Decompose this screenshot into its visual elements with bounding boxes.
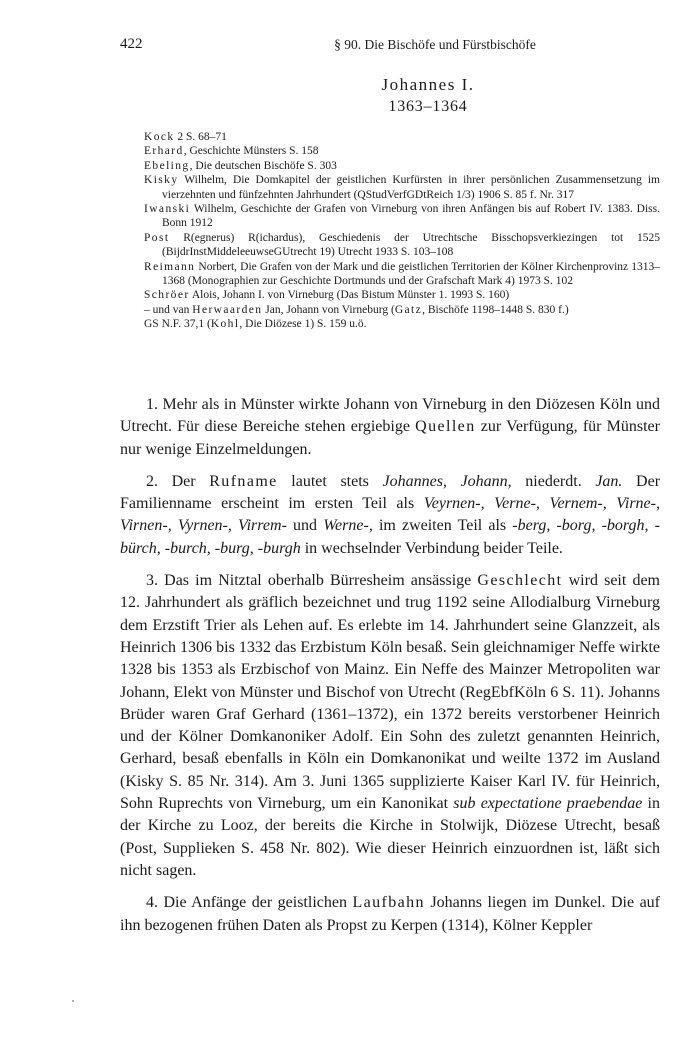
- bib-author: Ebeling: [144, 159, 190, 172]
- bib-author: Gatz: [394, 303, 423, 316]
- bib-lead: – und van: [144, 303, 193, 316]
- bib-text: , Die Diözese 1) S. 159 u.ö.: [239, 318, 367, 331]
- section-heading: [120, 74, 660, 118]
- bib-text: Alois, Johann I. von Virneburg (Das Bistum Münster 1. 1993 S. 160): [189, 289, 510, 302]
- text-run: in wechselnder Verbindung beider Teile.: [300, 539, 563, 557]
- bib-entry: [144, 173, 660, 202]
- bib-author: Kock: [144, 131, 175, 143]
- text-run: , im zweiten Teil als: [368, 517, 513, 535]
- text-run: Der Familienname erscheint im ersten Teil als: [120, 472, 661, 513]
- text-run: in der Kirche zu Looz, der bereits die Kirche in Stolwijk, Diözese Utrecht, besaß (Post, Supplieken S. 458 Nr. 802). Wie dieser Heinrich einzuordnen ist, läßt sich nicht sagen.: [120, 795, 660, 879]
- text-run: und: [286, 517, 324, 535]
- paragraph-3: [120, 570, 660, 882]
- bib-author: Erhard: [144, 145, 184, 158]
- bibliography-list: [144, 130, 660, 332]
- bib-text: Jan, Johann von Virneburg (: [262, 303, 395, 316]
- spaced-keyword: Laufbahn: [352, 894, 425, 912]
- bib-text: R(egnerus) R(ichardus), Geschiedenis der Utrechtsche Bisschopsverkiezingen tot 1525 (BijdrInstMiddeleeuwseGUtrecht 19) Utrecht 1933 S. 103–108: [162, 231, 660, 259]
- italic-run: Veyrnen-, Verne-, Vernem-, Virne-, Virnen-, Vyrnen-, Virrem-: [120, 495, 660, 535]
- text-run: Johanns liegen im Dunkel. Die auf ihn bezogenen frühen Daten als Propst zu Kerpen (1314), Kölner Keppler: [120, 894, 661, 934]
- paragraph-4: [120, 892, 660, 937]
- page-number: 422: [120, 36, 143, 52]
- body-text: [120, 394, 660, 947]
- italic-run: Werne-: [323, 517, 369, 535]
- bib-author: Kisky: [144, 174, 179, 187]
- italic-run: sub expectatione praebendae: [453, 795, 643, 813]
- bib-entry: [144, 202, 660, 231]
- bib-entry: [144, 130, 660, 144]
- bib-entry: [144, 317, 660, 331]
- running-head: [120, 36, 660, 58]
- bib-entry: [144, 303, 660, 317]
- heading-name: Johannes I.: [381, 75, 475, 94]
- bib-author: Reimann: [144, 260, 196, 273]
- text-run: 2. Der: [146, 472, 210, 490]
- italic-run: Jan.: [595, 472, 623, 490]
- text-run: , niederdt.: [507, 472, 596, 490]
- bib-text: Wilhelm, Die Domkapitel der geistlichen Kurfürsten in ihrer persönlichen Zusammensetzung im vierzehnten und fünfzehnten Jahrhundert (QStudVerfGDtReich 1/3) 1906 S. 85 f. Nr. 317: [162, 174, 660, 201]
- text-run: zur Verfügung, für Münster nur wenige Einzelmeldungen.: [120, 418, 660, 458]
- italic-run: Johannes, Johann: [382, 472, 508, 490]
- italic-run: -berg, -borg, -borgh, -bürch, -burch, -burg, -burgh: [120, 517, 661, 557]
- spaced-keyword: Geschlecht: [477, 572, 563, 590]
- text-run: lautet stets: [277, 472, 383, 490]
- bib-text: Norbert, Die Grafen von der Mark und die geistlichen Territorien der Kölner Kirchenprovinz 1313–1368 (Monographien zur Geschichte Dortmunds und der Grafschaft Mark 4) 1973 S. 102: [162, 260, 660, 288]
- bib-text: , Geschichte Münsters S. 158: [183, 145, 319, 158]
- bib-author: Herwaarden: [192, 303, 263, 316]
- text-run: wird seit dem 12. Jahrhundert als gräflich bezeichnet und trug 1192 seine Allodialburg Virneburg dem Erzstift Trier als Lehen auf. Es erlebte im 14. Jahrhundert seine Glanzzeit, als Heinrich 1306 bis 1332 das Erzbistum Köln besaß. Sein gleichnamiger Neffe wirkte 1328 bis 1353 als Erzbischof von Mainz. Ein Neffe des Mainzer Metropoliten war Johann, Elekt von Münster und Bischof von Utrecht (RegEbfKöln 6 S. 11). Johanns Brüder waren Graf Gerhard (1361–1372), ein 1372 bereits verstorbener Heinrich und der Kölner Domkanoniker Adolf. Ein Sohn des zuletzt genannten Heinrich, Gerhard, besaß ebenfalls in Köln ein Domkanonikat und weilte 1372 im Ausland (Kisky S. 85 Nr. 314). Am 3. Juni 1365 supplizierte Kaiser Karl IV. für Heinrich, Sohn Ruprechts von Virneburg, um ein Kanonikat: [120, 572, 660, 813]
- bib-entry: [144, 260, 660, 289]
- bib-entry: [144, 288, 660, 302]
- bib-lead: GS N.F. 37,1 (: [144, 318, 211, 331]
- running-title: § 90. Die Bischöfe und Fürstbischöfe: [334, 37, 536, 52]
- spaced-keyword: Rufname: [209, 472, 278, 490]
- bib-entry: [144, 144, 660, 158]
- bib-text: 2 S. 68–71: [174, 131, 227, 143]
- text-run: 1. Mehr als in Münster wirkte Johann von Virneburg in den Diözesen Köln und Utrecht. Für diese Bereiche stehen ergiebige: [120, 396, 660, 436]
- text-run: 3. Das im Nitztal oberhalb Bürresheim ansässige: [146, 572, 478, 590]
- paragraph-2: [120, 471, 660, 560]
- paragraph-1: [120, 394, 660, 461]
- spaced-keyword: Quellen: [415, 418, 476, 436]
- bib-author: Kohl: [210, 318, 240, 331]
- bib-text: , Bischöfe 1198–1448 S. 830 f.): [422, 303, 569, 316]
- bib-author: Post: [144, 231, 170, 244]
- bib-author: Iwanski: [144, 203, 191, 216]
- text-run: 4. Die Anfänge der geistlichen: [146, 894, 353, 912]
- bib-entry: [144, 159, 660, 173]
- bib-text: , Die deutschen Bischöfe S. 303: [189, 159, 337, 172]
- heading-years: 1363–1364: [388, 98, 468, 115]
- bib-author: Schröer: [144, 289, 190, 302]
- bib-text: Wilhelm, Geschichte der Grafen von Virneburg von ihren Anfängen bis auf Robert IV. 1383. Diss. Bonn 1912: [162, 203, 660, 230]
- scan-speck: [72, 1000, 74, 1002]
- bib-entry: [144, 231, 660, 260]
